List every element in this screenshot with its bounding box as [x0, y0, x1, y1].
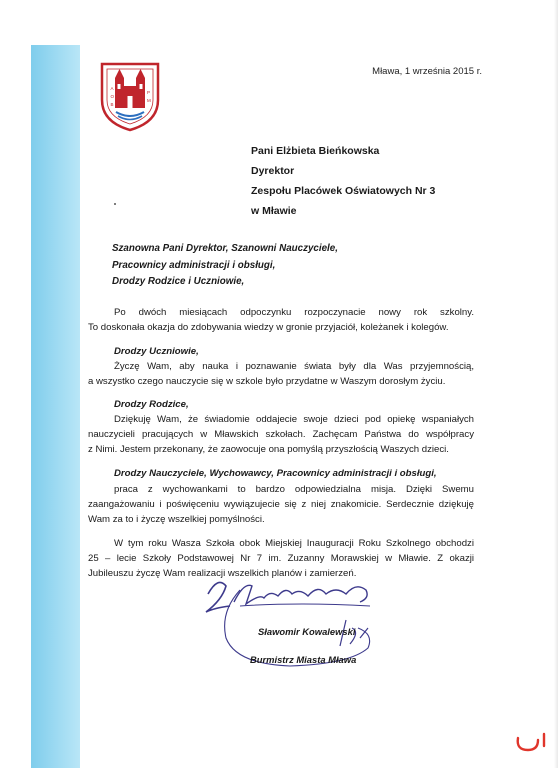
- paragraph-line: Wam za to i życzę wszelkiej pomyślności.: [88, 514, 265, 525]
- signatory-title: Burmistrz Miasta Mława: [250, 654, 357, 665]
- crest-letter: A: [110, 86, 114, 91]
- paragraph-line: Po dwóch miesiącach odpoczynku rozpoczynacie nowy rok szkolny.: [114, 307, 474, 318]
- crest-letter: M: [147, 98, 151, 103]
- section-heading-pupils: Drodzy Uczniowie,: [114, 346, 199, 357]
- paragraph-line: a wszystko czego nauczycie się w szkole było przydatne w Waszym dorosłym życiu.: [88, 376, 446, 387]
- addressee-name: Pani Elżbieta Bieńkowska: [251, 145, 380, 157]
- signatory-name: Sławomir Kowalewski: [258, 626, 356, 637]
- section-heading-teachers: Drodzy Nauczyciele, Wychowawcy, Pracownicy administracji i obsługi,: [114, 468, 437, 479]
- addressee-institution: Zespołu Placówek Oświatowych Nr 3: [251, 185, 436, 197]
- city-coat-of-arms-logo: [98, 60, 162, 132]
- ink-speck: [114, 203, 116, 205]
- paragraph-line: praca z wychowankami to bardzo odpowiedzialna misja. Dzięki Swemu: [114, 484, 474, 495]
- salutation-line: Szanowna Pani Dyrektor, Szanowni Nauczyciele,: [112, 243, 338, 254]
- salutation-line: Pracownicy administracji i obsługi,: [112, 259, 276, 271]
- paragraph-line: W tym roku Wasza Szkoła obok Miejskiej Inauguracji Roku Szkolnego obchodzi: [114, 538, 474, 549]
- paragraph-line: Życzę Wam, aby nauka i poznawanie świata były dla Was przyjemnością,: [114, 361, 474, 372]
- paragraph-line: z Nimi. Jestem przekonany, że zaowocuje ona pomyślą przyszłością Waszych dzieci.: [88, 444, 449, 455]
- paragraph-line: 25 – lecie Szkoły Podstawowej Nr 7 im. Zuzanny Morawskiej w Mławie. Z okazji: [88, 553, 474, 564]
- paragraph-line: Jubileuszu życzę Wam realizacji wszelkich planów i zamierzeń.: [88, 568, 357, 579]
- salutation: [112, 241, 338, 291]
- addressee-block: [251, 141, 435, 221]
- letter-date: Mława, 1 września 2015 r.: [372, 66, 482, 77]
- paragraph-line: nauczycieli pracujących w Mławskich szkołach. Zachęcam Państwa do współpracy: [88, 429, 474, 440]
- paragraph-line: zaangażowaniu i poświęceniu wywiązujecie się z niej znakomicie. Serdecznie dziękuję: [88, 499, 474, 510]
- paragraph-line: To doskonała okazja do zdobywania wiedzy w gronie przyjaciół, koleżanek i kolegów.: [88, 322, 449, 333]
- page-edge-shadow: [554, 0, 558, 768]
- crest-letter: B: [110, 102, 114, 107]
- salutation-line: Drodzy Rodzice i Uczniowie,: [112, 276, 245, 287]
- section-heading-parents: Drodzy Rodzice,: [114, 399, 189, 410]
- crest-letter: O: [110, 94, 115, 99]
- addressee-position: Dyrektor: [251, 165, 295, 177]
- crest-letter: P: [147, 90, 151, 95]
- corner-stamp-mark: [514, 730, 550, 756]
- addressee-city: w Mławie: [251, 205, 297, 217]
- paragraph-line: Dziękuję Wam, że świadomie oddajecie swoje dzieci pod opiekę wspaniałych: [114, 414, 474, 425]
- decorative-side-band: [31, 45, 80, 768]
